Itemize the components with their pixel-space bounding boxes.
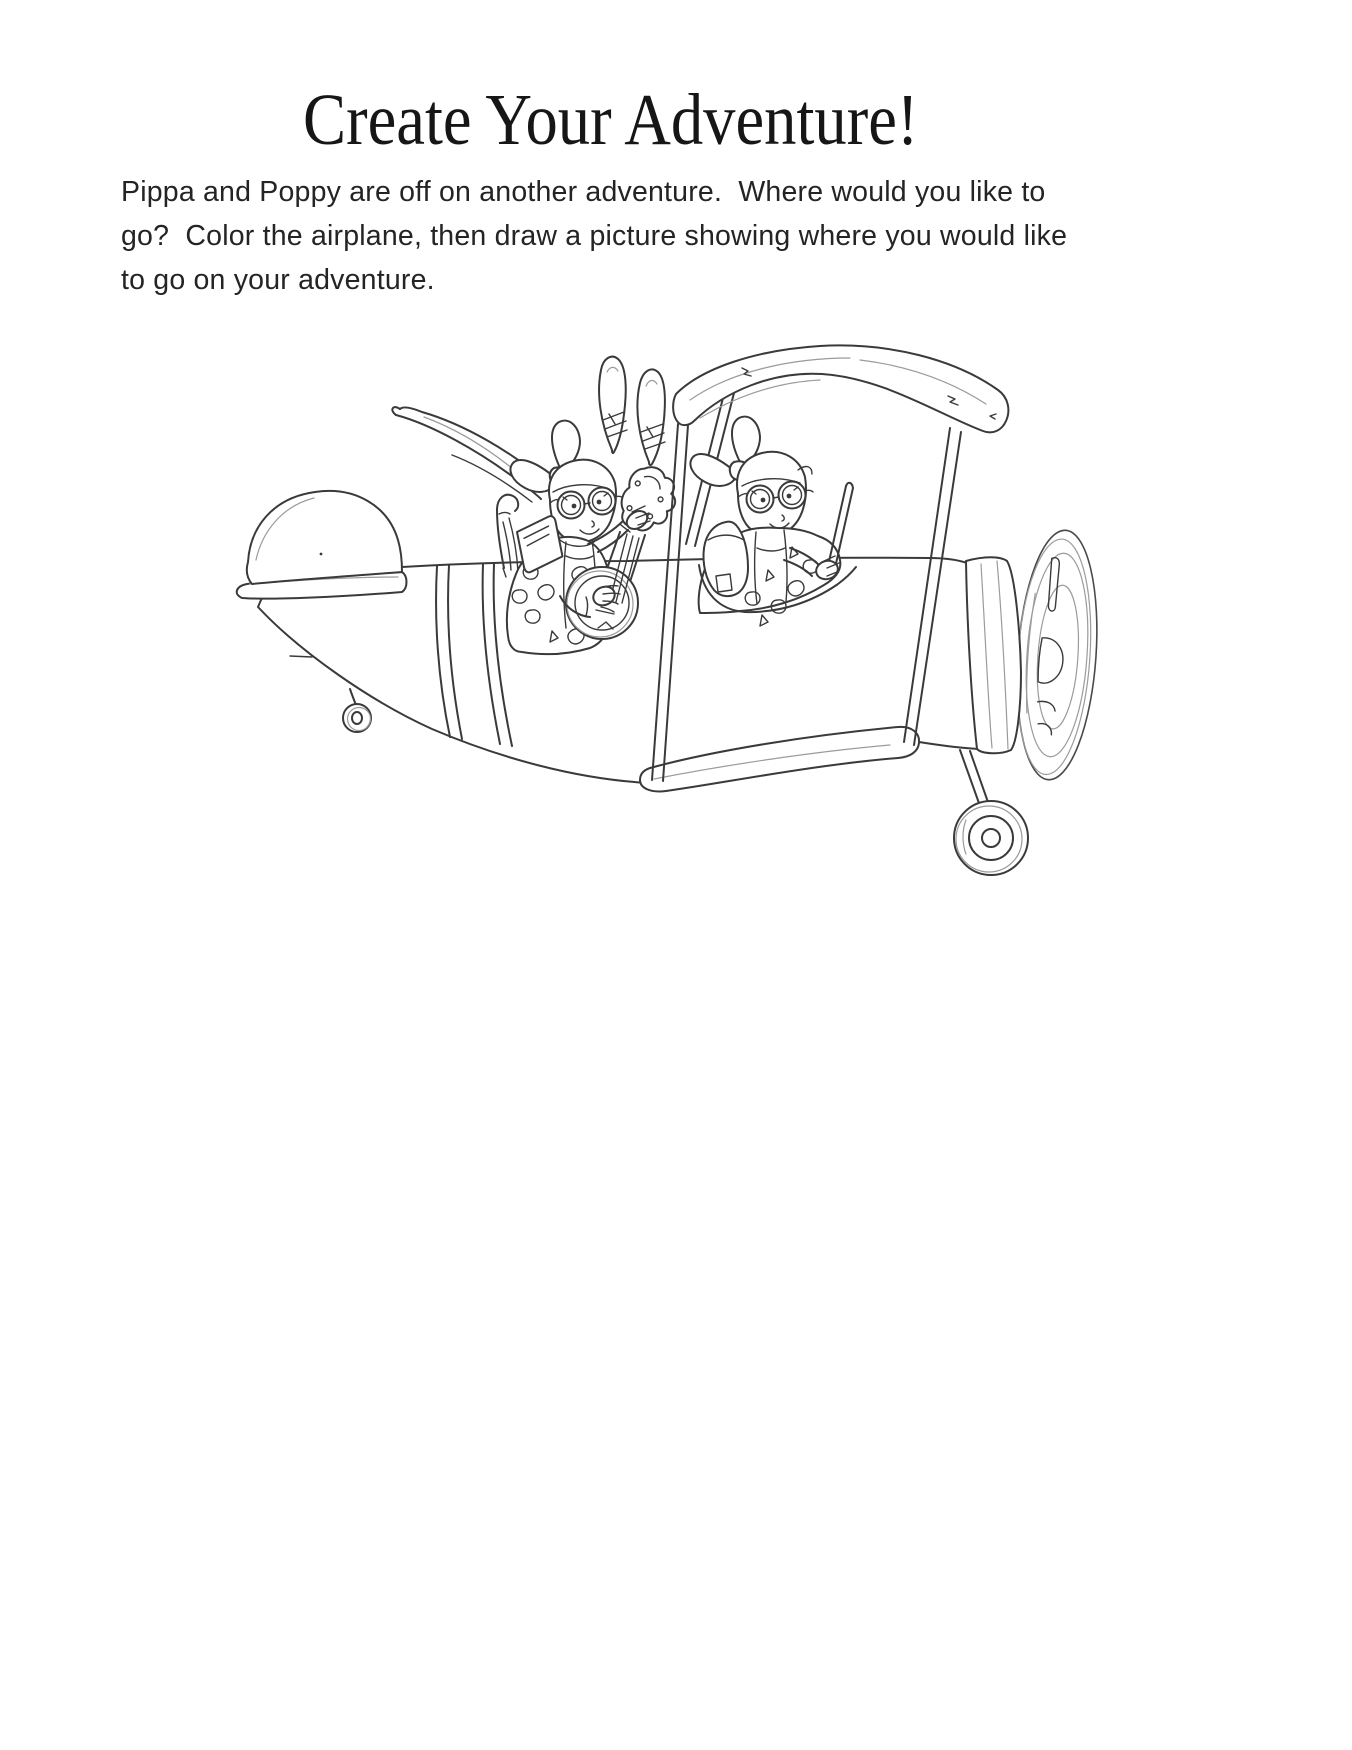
page-title: Create Your Adventure! — [303, 79, 919, 160]
poppy-satchel — [703, 522, 748, 597]
skis — [599, 357, 665, 465]
tail-fin — [247, 491, 402, 584]
top-wing — [673, 345, 1008, 432]
propeller-disc — [1009, 528, 1104, 783]
instructions-line: Pippa and Poppy are off on another adventure. Where would you like to — [121, 176, 1046, 208]
instructions-line: to go on your adventure. — [121, 264, 435, 296]
engine-cowling — [966, 557, 1021, 753]
instructions-line: go? Color the airplane, then draw a picture showing where you would like — [121, 220, 1068, 252]
propeller-group — [966, 528, 1105, 783]
main-landing-gear — [954, 750, 1028, 875]
tail-wheel — [343, 689, 371, 732]
